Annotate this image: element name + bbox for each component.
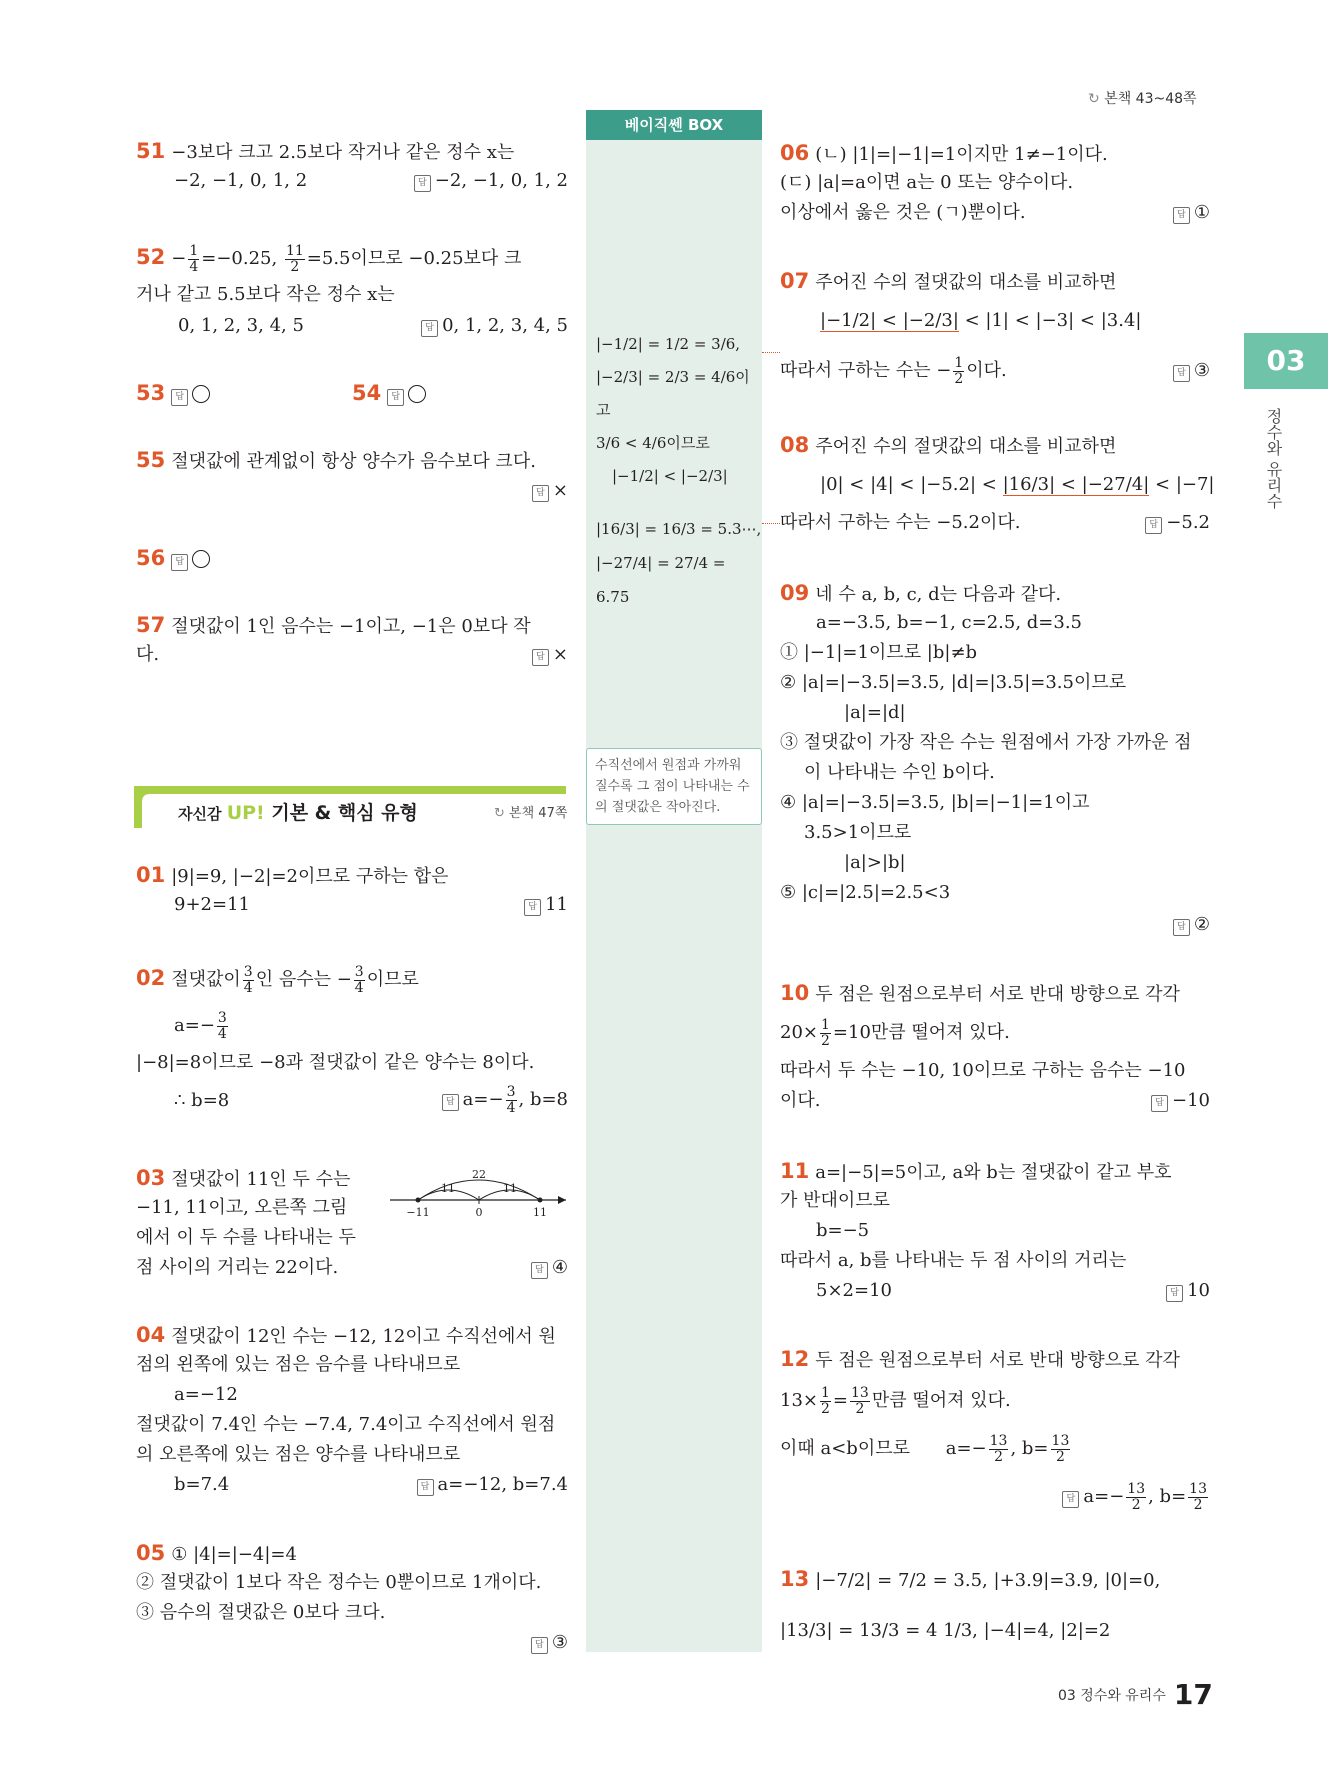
q05-line2: ② 절댓값이 1보다 작은 정수는 0뿐이므로 1개이다. [136,1572,542,1593]
answer-icon: 답 [442,1094,459,1111]
fraction: $\frac{1}{2}$ [821,1384,830,1417]
refresh-icon: ↻ [1088,91,1100,107]
q07-number: 07 [780,269,810,293]
q05-line3: ③ 음수의 절댓값은 0보다 크다. [136,1602,386,1623]
q06-line3: 이상에서 옳은 것은 (ㄱ)뿐이다. [780,202,1026,223]
fraction: $\frac{1}{2}$ [954,354,964,387]
q02-answer: 답 a=− $\frac{3}{4}$ , b=8 [442,1082,568,1118]
box-calc-line: 3/6 < 4/6이므로 [596,434,710,452]
number-line-figure [386,1164,570,1220]
q05-number: 05 [136,1541,166,1565]
box-tip: 수직선에서 원점과 가까워질수록 그 점이 나타내는 수의 절댓값은 작아진다. [586,748,762,825]
fraction: $\frac{13}{2}$ [1189,1480,1207,1513]
q57-answer: 답 × [532,642,568,668]
q11-line2: 가 반대이므로 [780,1190,891,1211]
label-right-11: 11 [503,1182,517,1195]
connector-line [762,523,780,524]
q07-line1: 07 주어진 수의 절댓값의 대소를 비교하면 [780,269,1117,293]
fraction: $\frac{3}{4}$ [506,1083,516,1116]
box-calc-line: |−1/2| = 1/2 = 3/6, [596,335,741,353]
q04-answer: 답 a=−12, b=7.4 [417,1472,568,1498]
q10-line2: 20× $\frac{1}{2}$ =10만큼 떨어져 있다. [780,1016,1010,1049]
answer-icon: 답 [171,554,188,571]
q02-line3: |−8|=8이므로 −8과 절댓값이 같은 양수는 8이다. [136,1052,535,1073]
point-11 [538,1198,543,1203]
q57-number: 57 [136,613,166,637]
chapter-side-label: 정수와 유리수 [1264,408,1283,510]
fraction: $\frac{3}{4}$ [243,963,253,996]
q09-line6: ③ 절댓값이 가장 작은 수는 원점에서 가장 가까운 점 [780,732,1192,753]
q13-line1: 13 |−7/2| = 7/2 = 3.5, |+3.9|=3.9, |0|=0, [780,1567,1161,1591]
q09-line1: 09 네 수 a, b, c, d는 다음과 같다. [780,581,1062,605]
q12-line3: 이때 a<b이므로 a=− $\frac{13}{2}$ , b= $\frac{13}{2}$ [780,1432,1070,1465]
circle-symbol [192,385,210,403]
q03-line1: 03 절댓값이 11인 두 수는 [136,1166,351,1190]
q08-answer: 답 −5.2 [1145,510,1210,536]
section-title: 자신감 UP! 기본 & 핵심 유형 [178,802,418,824]
basic-box-title: 베이직쎈 BOX [586,110,762,140]
q12-answer: 답 a=− $\frac{13}{2}$ , b= $\frac{13}{2}$ [1062,1480,1210,1514]
q06-answer: 답 ① [1173,200,1210,226]
q06-line1: 06 (ㄴ) |1|=|−1|=1이지만 1≠−1이다. [780,141,1108,165]
q02-line2: a=− $\frac{3}{4}$ [174,1009,227,1042]
q11-line4: 따라서 a, b를 나타내는 두 점 사이의 거리는 [780,1250,1127,1271]
q01-answer: 답 11 [524,892,568,918]
q09-number: 09 [780,581,810,605]
q53-line [136,380,210,408]
fraction: $\frac{11}{2}$ [285,242,304,275]
q04-line6: b=7.4 [174,1474,230,1495]
answer-icon: 답 [532,649,549,666]
q11-line5: 5×2=10 [816,1280,892,1301]
q53-number: 53 [136,381,166,405]
answer-icon: 답 [1166,1285,1183,1302]
q09-line7: 이 나타내는 수인 b이다. [804,762,995,783]
point-neg11 [416,1198,421,1203]
q09-line8: ④ |a|=|−3.5|=3.5, |b|=|−1|=1이고 [780,792,1090,813]
q08-line1: 08 주어진 수의 절댓값의 대소를 비교하면 [780,433,1117,457]
q51-number: 51 [136,139,166,163]
answer-icon: 답 [1145,517,1162,534]
q52-answer: 답 0, 1, 2, 3, 4, 5 [421,313,568,339]
section-header-corner [134,786,174,828]
q57-line1: 57 절댓값이 1인 음수는 −1이고, −1은 0보다 작 [136,613,531,637]
q07-line3: 따라서 구하는 수는 − $\frac{1}{2}$ 이다. [780,354,1007,387]
q09-answer: 답 ② [1173,912,1210,938]
q55-line1: 55 절댓값에 관계없이 항상 양수가 음수보다 크다. [136,448,536,472]
q09-line2: a=−3.5, b=−1, c=2.5, d=3.5 [816,612,1083,633]
fraction: $\frac{1}{4}$ [189,242,199,275]
q10-line3: 따라서 두 수는 −10, 10이므로 구하는 음수는 −10 [780,1060,1186,1081]
arrow-right-icon [558,1196,566,1204]
q10-answer: 답 −10 [1151,1088,1210,1114]
answer-icon: 답 [1173,207,1190,224]
answer-icon: 답 [1173,365,1190,382]
q01-line2: 9+2=11 [174,894,250,915]
answer-icon: 답 [1173,919,1190,936]
section-reference: ↻ 본책 47쪽 [494,806,568,821]
book-reference: ↻ 본책 43~48쪽 [1088,91,1197,107]
q09-line10: |a|>|b| [844,852,906,873]
q06-line2: (ㄷ) |a|=a이면 a는 0 또는 양수이다. [780,172,1074,193]
answer-icon: 답 [1062,1491,1079,1508]
footer-chapter: 03 정수와 유리수 [1058,1688,1166,1704]
q55-answer: 답 × [532,478,568,504]
page-number: 17 [1173,1678,1213,1711]
q52-line3: 0, 1, 2, 3, 4, 5 [178,315,304,336]
label-left-11: 11 [441,1182,455,1195]
q13-number: 13 [780,1567,810,1591]
fraction: $\frac{3}{4}$ [217,1009,227,1042]
box-calc-line: |−1/2| < |−2/3| [612,467,728,485]
q11-answer: 답 10 [1166,1278,1210,1304]
box-calc-line: |−27/4| = 27/4 = 6.75 [596,554,726,606]
tick-label-11: 11 [533,1206,547,1219]
q03-number: 03 [136,1166,166,1190]
q09-line5: |a|=|d| [844,702,906,723]
q02-line1: 02 절댓값이 $\frac{3}{4}$ 인 음수는 − $\frac{3}{4}$ 이므로 [136,963,419,996]
q10-number: 10 [780,981,810,1005]
q04-line3: a=−12 [174,1384,238,1405]
answer-icon: 답 [531,1637,548,1654]
box-calc-line: |16/3| = 16/3 = 5.3⋯, [596,520,762,538]
q04-line5: 의 오른쪽에 있는 점은 양수를 나타내므로 [136,1444,461,1465]
q05-answer: 답 ③ [531,1630,568,1656]
fraction: $\frac{13}{2}$ [1127,1480,1146,1513]
section-header-bar [134,786,566,794]
answer-icon: 답 [387,389,404,406]
q08-line3: 따라서 구하는 수는 −5.2이다. [780,512,1021,533]
q51-line2: −2, −1, 0, 1, 2 [174,170,308,191]
q51-line1: 51 −3보다 크고 2.5보다 작거나 같은 정수 x는 [136,139,515,163]
q11-number: 11 [780,1159,810,1183]
q12-line1: 12 두 점은 원점으로부터 서로 반대 방향으로 각각 [780,1347,1180,1371]
q56-number: 56 [136,546,166,570]
q09-line3: ① |−1|=1이므로 |b|≠b [780,642,978,663]
q05-line1: 05 ① |4|=|−4|=4 [136,1541,297,1565]
answer-icon: 답 [531,1262,548,1279]
q02-line4: ∴ b=8 [174,1090,230,1111]
q52-line2: 거나 같고 5.5보다 작은 정수 x는 [136,284,395,305]
q04-line4: 절댓값이 7.4인 수는 −7.4, 7.4이고 수직선에서 원점 [136,1414,556,1435]
q04-number: 04 [136,1323,166,1347]
q11-line3: b=−5 [816,1220,870,1241]
q07-answer: 답 ③ [1173,358,1210,384]
q55-number: 55 [136,448,166,472]
tick-label-neg11: −11 [406,1206,430,1219]
q03-line2: −11, 11이고, 오른쪽 그림 [136,1197,348,1218]
q10-line1: 10 두 점은 원점으로부터 서로 반대 방향으로 각각 [780,981,1180,1005]
fraction: $\frac{13}{2}$ [989,1432,1008,1465]
q11-line1: 11 a=|−5|=5이고, a와 b는 절댓값이 같고 부호 [780,1159,1172,1183]
q07-line2: |−1/2| < |−2/3| < |1| < |−3| < |3.4| [820,310,1142,331]
tick-label-0: 0 [475,1206,483,1219]
fraction: $\frac{1}{2}$ [821,1016,830,1049]
circle-symbol [408,385,426,403]
fraction: $\frac{3}{4}$ [354,963,364,996]
answer-icon: 답 [532,485,549,502]
q08-line2: |0| < |4| < |−5.2| < |16/3| < |−27/4| < |−7| [820,474,1215,495]
q09-line11: ⑤ |c|=|2.5|=2.5<3 [780,882,951,903]
refresh-icon: ↻ [494,806,505,821]
q12-number: 12 [780,1347,810,1371]
q03-answer: 답 ④ [531,1255,568,1281]
answer-icon: 답 [171,389,188,406]
q13-line2: |13/3| = 13/3 = 4 1/3, |−4|=4, |2|=2 [780,1620,1111,1641]
q56-line [136,545,210,573]
box-calc-2 [596,512,762,614]
page-footer [1058,1678,1213,1711]
answer-icon: 답 [421,320,438,337]
q52-line1: 52 − $\frac{1}{4}$ =−0.25, $\frac{11}{2}$ =5.5이므로 −0.25보다 크 [136,242,522,275]
q51-answer: 답 −2, −1, 0, 1, 2 [414,168,568,194]
fraction: $\frac{13}{2}$ [851,1384,869,1417]
q08-number: 08 [780,433,810,457]
q12-line2: 13× $\frac{1}{2}$ = $\frac{13}{2}$ 만큼 떨어져 있다. [780,1384,1011,1417]
answer-icon: 답 [1151,1095,1168,1112]
q04-line1: 04 절댓값이 12인 수는 −12, 12이고 수직선에서 원 [136,1323,556,1347]
chapter-tab[interactable]: 03 [1244,333,1328,389]
circle-symbol [192,550,210,568]
q02-number: 02 [136,966,166,990]
q57-line2: 다. [136,644,160,665]
q54-number: 54 [352,381,382,405]
box-calc-1 [596,328,762,493]
connector-line [762,352,780,353]
q04-line2: 점의 왼쪽에 있는 점은 음수를 나타내므로 [136,1354,461,1375]
q10-line4: 이다. [780,1090,821,1111]
q06-number: 06 [780,141,810,165]
q09-line9: 3.5>1이므로 [804,822,912,843]
q03-line3: 에서 이 두 수를 나타내는 두 [136,1227,356,1248]
q01-line1: 01 |9|=9, |−2|=2이므로 구하는 합은 [136,863,449,887]
answer-icon: 답 [524,899,541,916]
answer-icon: 답 [417,1479,434,1496]
q09-line4: ② |a|=|−3.5|=3.5, |d|=|3.5|=3.5이므로 [780,672,1127,693]
label-22: 22 [472,1168,486,1181]
q03-line4: 점 사이의 거리는 22이다. [136,1257,339,1278]
q52-number: 52 [136,245,166,269]
answer-icon: 답 [414,175,431,192]
q01-number: 01 [136,863,166,887]
fraction: $\frac{13}{2}$ [1051,1432,1070,1465]
box-calc-line: |−2/3| = 2/3 = 4/6이고 [596,368,750,419]
q54-line [352,380,426,408]
